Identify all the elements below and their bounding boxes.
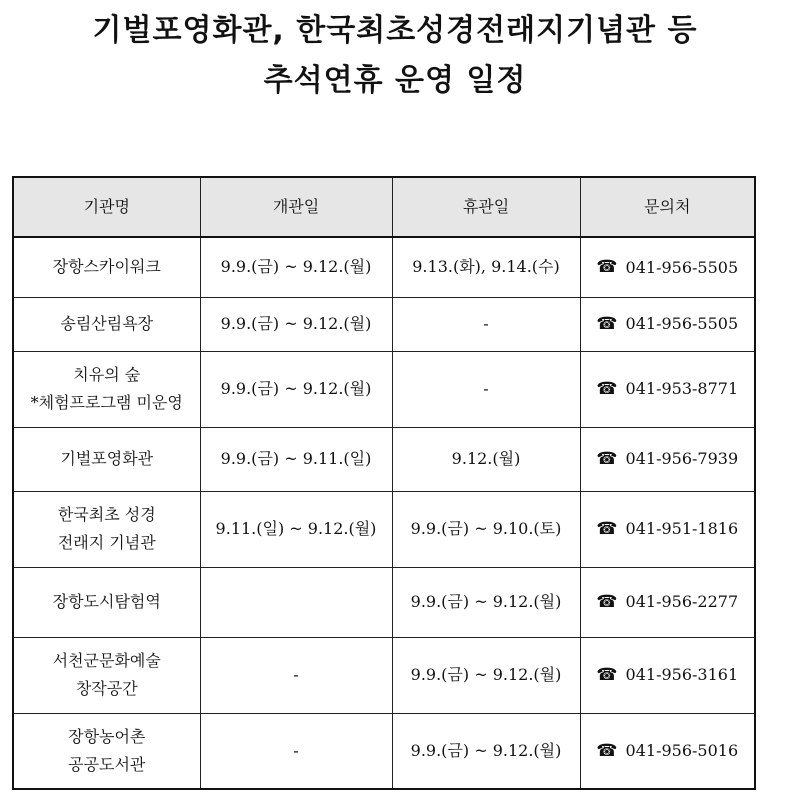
table-row: [13, 491, 755, 567]
closed-days-cell: 9.9.(금) ~ 9.12.(월): [392, 567, 580, 637]
open-days-cell: 9.9.(금) ~ 9.11.(일): [200, 427, 392, 491]
contact-wrapper: [596, 254, 738, 282]
institution-name-cell: [13, 297, 200, 351]
header-open-days: 개관일: [200, 177, 392, 237]
open-days-cell: -: [200, 713, 392, 789]
phone-number: 041-956-5505: [625, 314, 739, 334]
phone-icon: ☎: [596, 257, 618, 277]
contact-wrapper: [596, 375, 738, 403]
institution-name-cell: [13, 237, 200, 297]
phone-icon: ☎: [596, 313, 618, 334]
institution-name-line: 장항스카이워크: [52, 257, 161, 277]
closed-days-cell: 9.9.(금) ~ 9.10.(토): [392, 491, 580, 567]
institution-name-cell: [13, 351, 200, 427]
phone-icon: ☎: [596, 378, 618, 399]
title-line-2: 추석연휴 운영 일정: [263, 63, 527, 98]
institution-name-line: *체험프로그램 미운영: [30, 393, 183, 412]
closed-days-cell: 9.12.(월): [392, 427, 580, 491]
institution-name-cell: [13, 713, 200, 789]
contact-wrapper: [596, 588, 738, 616]
contact-cell: [580, 297, 755, 351]
phone-icon: ☎: [596, 664, 618, 685]
document-title: [0, 6, 790, 106]
contact-wrapper: [596, 737, 738, 765]
phone-icon: ☎: [596, 448, 618, 469]
open-days-cell: 9.9.(금) ~ 9.12.(월): [200, 237, 392, 297]
closed-days-cell: 9.13.(화), 9.14.(수): [392, 237, 580, 297]
table-row: [13, 297, 755, 351]
table-row: [13, 567, 755, 637]
table-row: [13, 237, 755, 297]
phone-number: 041-956-5505: [625, 257, 739, 277]
phone-icon: ☎: [596, 518, 618, 539]
header-contact: 문의처: [580, 177, 755, 237]
phone-icon: ☎: [596, 591, 618, 612]
table-header-row: [13, 177, 755, 237]
open-days-cell: 9.11.(일) ~ 9.12.(월): [200, 491, 392, 567]
contact-wrapper: [596, 445, 738, 473]
phone-number: 041-956-3161: [625, 665, 739, 685]
institution-name-cell: [13, 567, 200, 637]
table-row: [13, 427, 755, 491]
contact-cell: [580, 567, 755, 637]
open-days-cell: 9.9.(금) ~ 9.12.(월): [200, 297, 392, 351]
table-row: [13, 637, 755, 713]
closed-days-cell: 9.9.(금) ~ 9.12.(월): [392, 713, 580, 789]
phone-number: 041-953-8771: [625, 379, 739, 399]
institution-name-cell: [13, 491, 200, 567]
contact-wrapper: [596, 310, 738, 338]
institution-name-line: 서천군문화예술: [52, 651, 161, 670]
contact-wrapper: [596, 661, 738, 689]
header-closed-days: 휴관일: [392, 177, 580, 237]
schedule-table: [12, 176, 756, 790]
closed-days-cell: 9.9.(금) ~ 9.12.(월): [392, 637, 580, 713]
open-days-cell: 9.9.(금) ~ 9.12.(월): [200, 351, 392, 427]
institution-name-line: 기벌포영화관: [60, 449, 154, 468]
title-line-1: 기벌포영화관, 한국최초성경전래지기념관 등: [92, 13, 698, 48]
institution-name-line: 창작공간: [75, 679, 138, 698]
institution-name-line: 장항도시탐험역: [52, 592, 161, 611]
open-days-cell: -: [200, 637, 392, 713]
table-row: [13, 351, 755, 427]
institution-name-line: 공공도서관: [68, 754, 146, 774]
contact-cell: [580, 351, 755, 427]
phone-icon: ☎: [596, 740, 618, 761]
closed-days-cell: -: [392, 297, 580, 351]
institution-name-line: 치유의 숲: [73, 365, 141, 384]
contact-cell: [580, 713, 755, 789]
closed-days-cell: -: [392, 351, 580, 427]
institution-name-cell: [13, 427, 200, 491]
institution-name-line: 송림산림욕장: [60, 314, 154, 333]
contact-cell: [580, 637, 755, 713]
phone-number: 041-956-5016: [625, 741, 739, 760]
institution-name-line: 한국최초 성경: [57, 505, 156, 524]
table-row: [13, 713, 755, 789]
phone-number: 041-956-2277: [625, 592, 739, 612]
header-institution: 기관명: [13, 177, 200, 237]
phone-number: 041-956-7939: [625, 449, 739, 469]
open-days-cell: [200, 567, 392, 637]
institution-name-line: 전래지 기념관: [57, 533, 156, 552]
contact-cell: [580, 237, 755, 297]
contact-cell: [580, 491, 755, 567]
phone-number: 041-951-1816: [625, 519, 739, 539]
contact-cell: [580, 427, 755, 491]
institution-name-cell: [13, 637, 200, 713]
table-body: [13, 237, 755, 789]
institution-name-line: 장항농어촌: [68, 726, 146, 746]
contact-wrapper: [596, 515, 738, 543]
